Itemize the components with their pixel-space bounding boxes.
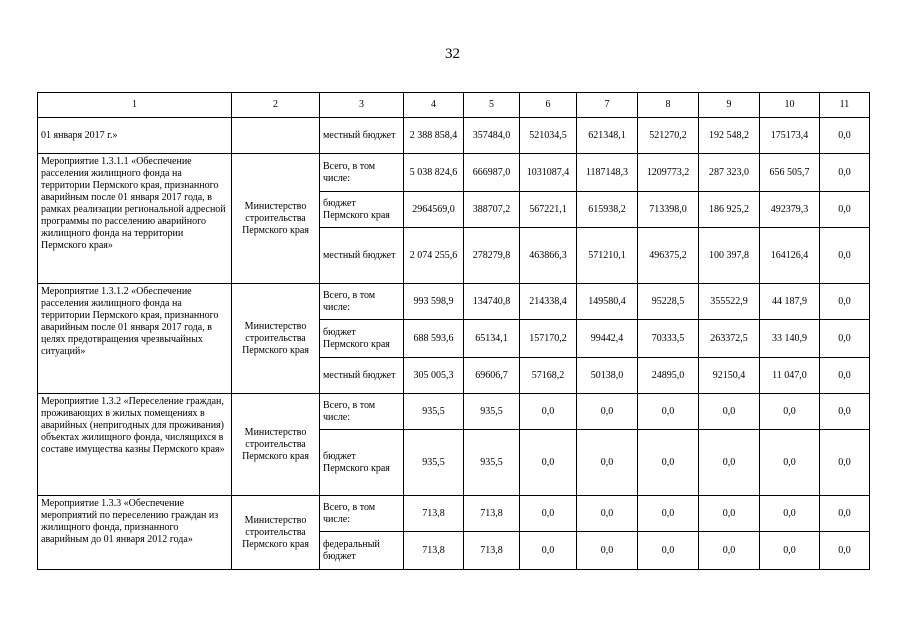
amount-cell: 0,0: [638, 430, 699, 496]
amount-cell: 935,5: [404, 430, 464, 496]
column-header: 7: [577, 93, 638, 118]
amount-cell: 492379,3: [760, 192, 820, 228]
amount-cell: 0,0: [820, 496, 870, 532]
amount-cell: 2 074 255,6: [404, 228, 464, 284]
amount-cell: 0,0: [638, 496, 699, 532]
amount-cell: 149580,4: [577, 284, 638, 320]
table-row: [38, 284, 870, 320]
amount-cell: 100 397,8: [699, 228, 760, 284]
funding-source-cell: бюджет Пермского края: [320, 430, 404, 496]
amount-cell: 935,5: [464, 430, 520, 496]
funding-source-cell: Всего, в том числе:: [320, 496, 404, 532]
amount-cell: 134740,8: [464, 284, 520, 320]
amount-cell: 713,8: [404, 532, 464, 570]
table-row: [38, 154, 870, 192]
amount-cell: 92150,4: [699, 358, 760, 394]
amount-cell: 0,0: [820, 192, 870, 228]
column-header: 5: [464, 93, 520, 118]
amount-cell: 0,0: [760, 496, 820, 532]
budget-table: [37, 92, 870, 570]
measure-name-cell: Мероприятие 1.3.1.1 «Обеспечение расселения жилищного фонда на территории Пермского края, признанного аварийным после 01 января 2017 года, в рамках реализации региональной адресной программы по расселению аварийного жилищного фонда на территории Пермского края»: [38, 154, 232, 284]
amount-cell: 2 388 858,4: [404, 118, 464, 154]
amount-cell: 463866,3: [520, 228, 577, 284]
amount-cell: 935,5: [464, 394, 520, 430]
funding-source-cell: бюджет Пермского края: [320, 320, 404, 358]
amount-cell: 0,0: [577, 394, 638, 430]
amount-cell: 0,0: [820, 394, 870, 430]
amount-cell: 621348,1: [577, 118, 638, 154]
measure-name-cell: Мероприятие 1.3.1.2 «Обеспечение расселения жилищного фонда на территории Пермского края, признанного аварийным после 01 января 2017 года, в целях предотвращения чрезвычайных ситуаций»: [38, 284, 232, 394]
column-header: 1: [38, 93, 232, 118]
table-body: [38, 93, 870, 570]
amount-cell: 57168,2: [520, 358, 577, 394]
amount-cell: 2964569,0: [404, 192, 464, 228]
amount-cell: 0,0: [699, 532, 760, 570]
amount-cell: 388707,2: [464, 192, 520, 228]
funding-source-cell: местный бюджет: [320, 358, 404, 394]
column-header: 3: [320, 93, 404, 118]
funding-source-cell: Всего, в том числе:: [320, 154, 404, 192]
amount-cell: 0,0: [820, 358, 870, 394]
column-header: 4: [404, 93, 464, 118]
amount-cell: 192 548,2: [699, 118, 760, 154]
amount-cell: 0,0: [638, 394, 699, 430]
amount-cell: 11 047,0: [760, 358, 820, 394]
amount-cell: 0,0: [520, 496, 577, 532]
column-header: 10: [760, 93, 820, 118]
amount-cell: 0,0: [820, 430, 870, 496]
column-header: 11: [820, 93, 870, 118]
amount-cell: 935,5: [404, 394, 464, 430]
amount-cell: 164126,4: [760, 228, 820, 284]
amount-cell: 214338,4: [520, 284, 577, 320]
amount-cell: 1031087,4: [520, 154, 577, 192]
amount-cell: 99442,4: [577, 320, 638, 358]
amount-cell: 0,0: [699, 394, 760, 430]
funding-source-cell: местный бюджет: [320, 228, 404, 284]
executor-cell: Министерство строительства Пермского края: [232, 154, 320, 284]
amount-cell: 666987,0: [464, 154, 520, 192]
amount-cell: 0,0: [820, 228, 870, 284]
amount-cell: 1209773,2: [638, 154, 699, 192]
amount-cell: 95228,5: [638, 284, 699, 320]
amount-cell: 656 505,7: [760, 154, 820, 192]
table-row: [38, 394, 870, 430]
amount-cell: 157170,2: [520, 320, 577, 358]
amount-cell: 278279,8: [464, 228, 520, 284]
amount-cell: 50138,0: [577, 358, 638, 394]
amount-cell: 5 038 824,6: [404, 154, 464, 192]
amount-cell: 688 593,6: [404, 320, 464, 358]
amount-cell: 496375,2: [638, 228, 699, 284]
measure-name-cell: 01 января 2017 г.»: [38, 118, 232, 154]
amount-cell: 0,0: [638, 532, 699, 570]
table-row: [38, 496, 870, 532]
amount-cell: 305 005,3: [404, 358, 464, 394]
executor-cell: [232, 118, 320, 154]
amount-cell: 0,0: [820, 154, 870, 192]
amount-cell: 615938,2: [577, 192, 638, 228]
amount-cell: 0,0: [760, 430, 820, 496]
column-header: 2: [232, 93, 320, 118]
amount-cell: 993 598,9: [404, 284, 464, 320]
amount-cell: 0,0: [820, 284, 870, 320]
amount-cell: 713,8: [464, 532, 520, 570]
amount-cell: 713,8: [464, 496, 520, 532]
amount-cell: 357484,0: [464, 118, 520, 154]
funding-source-cell: бюджет Пермского края: [320, 192, 404, 228]
amount-cell: 571210,1: [577, 228, 638, 284]
column-header: 8: [638, 93, 699, 118]
amount-cell: 0,0: [577, 532, 638, 570]
measure-name-cell: Мероприятие 1.3.3 «Обеспечение мероприятий по переселению граждан из жилищного фонда, признанного аварийным до 01 января 2012 года»: [38, 496, 232, 570]
executor-cell: Министерство строительства Пермского края: [232, 496, 320, 570]
amount-cell: 0,0: [760, 532, 820, 570]
amount-cell: 0,0: [577, 430, 638, 496]
amount-cell: 287 323,0: [699, 154, 760, 192]
amount-cell: 0,0: [699, 496, 760, 532]
amount-cell: 0,0: [699, 430, 760, 496]
amount-cell: 521270,2: [638, 118, 699, 154]
amount-cell: 0,0: [520, 430, 577, 496]
amount-cell: 0,0: [520, 394, 577, 430]
table-row: [38, 118, 870, 154]
amount-cell: 0,0: [520, 532, 577, 570]
funding-source-cell: федеральный бюджет: [320, 532, 404, 570]
amount-cell: 0,0: [577, 496, 638, 532]
amount-cell: 24895,0: [638, 358, 699, 394]
amount-cell: 186 925,2: [699, 192, 760, 228]
amount-cell: 521034,5: [520, 118, 577, 154]
amount-cell: 355522,9: [699, 284, 760, 320]
amount-cell: 1187148,3: [577, 154, 638, 192]
amount-cell: 65134,1: [464, 320, 520, 358]
amount-cell: 70333,5: [638, 320, 699, 358]
amount-cell: 0,0: [820, 118, 870, 154]
amount-cell: 69606,7: [464, 358, 520, 394]
column-header: 9: [699, 93, 760, 118]
amount-cell: 0,0: [820, 320, 870, 358]
amount-cell: 0,0: [820, 532, 870, 570]
amount-cell: 567221,1: [520, 192, 577, 228]
amount-cell: 263372,5: [699, 320, 760, 358]
header-row: [38, 93, 870, 118]
page-number: 32: [445, 46, 460, 62]
executor-cell: Министерство строительства Пермского края: [232, 394, 320, 496]
column-header: 6: [520, 93, 577, 118]
amount-cell: 44 187,9: [760, 284, 820, 320]
executor-cell: Министерство строительства Пермского края: [232, 284, 320, 394]
amount-cell: 175173,4: [760, 118, 820, 154]
funding-source-cell: местный бюджет: [320, 118, 404, 154]
funding-source-cell: Всего, в том числе:: [320, 284, 404, 320]
amount-cell: 713,8: [404, 496, 464, 532]
measure-name-cell: Мероприятие 1.3.2 «Переселение граждан, проживающих в жилых помещениях в аварийных (непригодных для проживания) объектах жилищного фонда, числящихся в составе имущества казны Пермского края»: [38, 394, 232, 496]
amount-cell: 33 140,9: [760, 320, 820, 358]
amount-cell: 713398,0: [638, 192, 699, 228]
funding-source-cell: Всего, в том числе:: [320, 394, 404, 430]
amount-cell: 0,0: [760, 394, 820, 430]
